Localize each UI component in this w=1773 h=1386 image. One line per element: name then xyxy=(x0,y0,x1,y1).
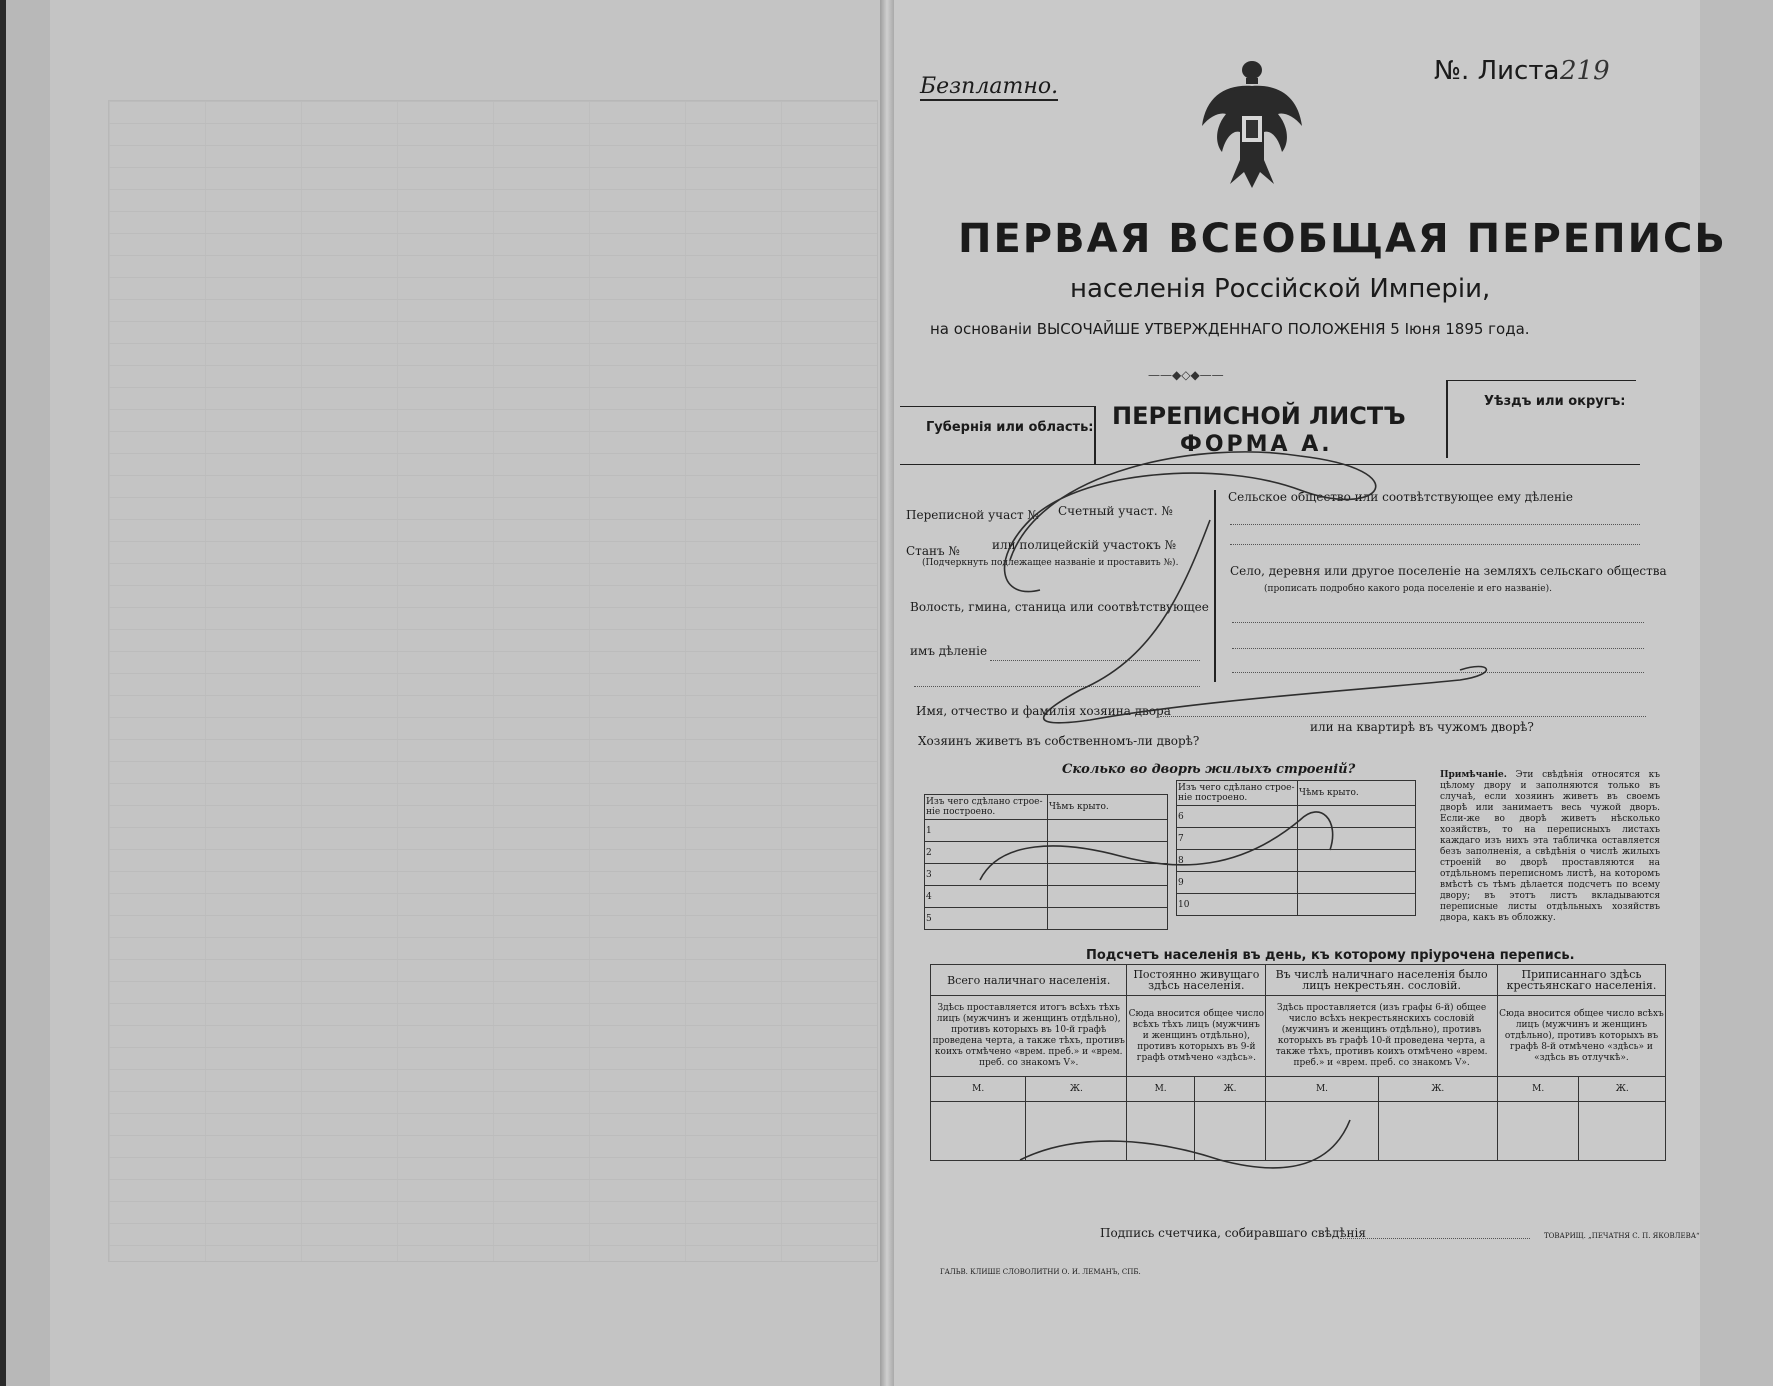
male-col-1: М. xyxy=(931,1077,1026,1102)
count-header-peasant: Приписаннаго здѣсь крестьянскаго населенія. xyxy=(1497,965,1665,996)
buildings-question: Сколько во дворѣ жилыхъ строеній? xyxy=(1062,762,1356,777)
male-col-4: М. xyxy=(1497,1077,1579,1102)
sheet-number-label: №. Листа xyxy=(1434,56,1560,86)
count-desc-non-peasant: Здѣсь проставляется (изъ графы 6-й) общее число всѣхъ некрестьянскихъ сословій (мужчинъ и женщинъ отдѣльно), противъ которыхъ въ графѣ 10-й проведена черта, а также тѣхъ, противъ коихъ отмѣчено «врем. преб.» и «врем. преб. со знакомъ V». xyxy=(1266,996,1498,1077)
district-label: Уѣздъ или округъ: xyxy=(1484,394,1626,409)
building-row-8: 8 xyxy=(1177,850,1298,872)
building-row-9: 9 xyxy=(1177,872,1298,894)
building-row-2: 2 xyxy=(925,842,1048,864)
note-label: Примѣчаніе. xyxy=(1440,770,1507,780)
female-col-4: Ж. xyxy=(1579,1077,1666,1102)
material-header: Изъ чего сдѣлано строе-ніе построено. xyxy=(925,795,1048,820)
owner-name-label: Имя, отчество и фамилія хозяина двора xyxy=(916,704,1171,718)
rural-society-label: Сельское общество или соотвѣтствующее ему дѣленіе xyxy=(1228,490,1573,504)
female-col-2: Ж. xyxy=(1194,1077,1265,1102)
building-row-6: 6 xyxy=(1177,806,1298,828)
village-note: (прописать подробно какого рода поселеніе и его названіе). xyxy=(1264,584,1552,594)
count-header-total: Всего наличнаго населенія. xyxy=(931,965,1127,996)
legal-basis: на основаніи ВЫСОЧАЙШЕ УТВЕРЖДЕННАГО ПОЛОЖЕНІЯ 5 Іюня 1895 года. xyxy=(930,320,1530,338)
free-label: Безплатно. xyxy=(920,74,1059,99)
roof-header-right: Чѣмъ крыто. xyxy=(1298,781,1416,806)
counting-district-label: Счетный участ. № xyxy=(1058,504,1173,518)
volost-label: Волость, гмина, станица или соотвѣтствующее xyxy=(910,600,1209,614)
province-label: Губернія или область: xyxy=(926,420,1094,435)
volost-label-cont: имъ дѣленіе xyxy=(910,644,988,658)
form-name: ПЕРЕПИСНОЙ ЛИСТЪ xyxy=(1112,402,1406,430)
count-header-permanent: Постоянно живущаго здѣсь населенія. xyxy=(1127,965,1266,996)
signature-label: Подпись счетчика, собиравшаго свѣдѣнія xyxy=(1100,1226,1366,1240)
building-row-1: 1 xyxy=(925,820,1048,842)
count-desc-permanent: Сюда вносится общее число всѣхъ тѣхъ лицъ (мужчинъ и женщинъ отдѣльно), противъ которыхъ въ 9-й графѣ отмѣчено «здѣсь». xyxy=(1127,996,1266,1077)
female-col-3: Ж. xyxy=(1378,1077,1497,1102)
sheet-number-value: 219 xyxy=(1560,56,1610,86)
police-district-label: или полицейскій участокъ № xyxy=(992,538,1177,552)
male-col-3: М. xyxy=(1266,1077,1378,1102)
building-row-3: 3 xyxy=(925,864,1048,886)
building-row-10: 10 xyxy=(1177,894,1298,916)
count-header-non-peasant: Въ числѣ наличнаго населенія было лицъ некрестьян. сословій. xyxy=(1266,965,1498,996)
census-district-label: Переписной участ № xyxy=(906,508,1039,522)
document-title: ПЕРВАЯ ВСЕОБЩАЯ ПЕРЕПИСЬ xyxy=(958,216,1727,262)
roof-header: Чѣмъ крыто. xyxy=(1048,795,1168,820)
building-row-7: 7 xyxy=(1177,828,1298,850)
count-desc-total: Здѣсь проставляется итогъ всѣхъ тѣхъ лицъ (мужчинъ и женщинъ отдѣльно), противъ которыхъ въ 10-й графѣ проведена черта, а также тѣхъ, противъ коихъ отмѣчено «врем. преб.» и «врем. преб. со знакомъ V». xyxy=(931,996,1127,1077)
female-col-1: Ж. xyxy=(1026,1077,1127,1102)
stan-label: Станъ № xyxy=(906,544,960,558)
material-header-right: Изъ чего сдѣлано строе-ніе построено. xyxy=(1177,781,1298,806)
count-desc-peasant: Сюда вносится общее число всѣхъ лицъ (мужчинъ и женщинъ отдѣльно), противъ которыхъ въ графѣ 8-й отмѣчено «здѣсь» и «здѣсь въ отлучкѣ». xyxy=(1497,996,1665,1077)
note-text: Эти свѣдѣнія относятся къ цѣлому двору и заполняются только въ случаѣ, если хозяинъ живетъ въ своемъ дворѣ или занимаетъ весь чужой дворъ. Если-же во дворѣ живетъ нѣсколько хозяйствъ, то на переписныхъ листахъ каждаго изъ нихъ эта табличка оставляется безъ заполненія, а свѣдѣнія о числѣ жилыхъ строеній во дворѣ проставляются на отдѣльномъ переписномъ листѣ, на которомъ вмѣстѣ съ тѣмъ дѣлается подсчетъ по всему двору; въ этотъ листъ вкладываются переписные листы отдѣльныхъ хозяйствъ двора, какъ въ обложку. xyxy=(1440,770,1660,923)
document-subtitle: населенія Россійской Имперіи, xyxy=(1070,274,1491,304)
form-variant: ФОРМА А. xyxy=(1180,432,1333,457)
printer-left: ГАЛЬВ. КЛИШЕ СЛОВОЛИТНИ О. И. ЛЕМАНЪ, СПБ. xyxy=(940,1268,1141,1276)
male-col-2: М. xyxy=(1127,1077,1194,1102)
ornament-divider: ——◆◇◆—— xyxy=(1148,368,1224,382)
or-apartment-label: или на квартирѣ въ чужомъ дворѣ? xyxy=(1310,720,1534,734)
printer-right: ТОВАРИЩ. „ПЕЧАТНЯ С. П. ЯКОВЛЕВА“ xyxy=(1544,1232,1700,1240)
building-row-4: 4 xyxy=(925,886,1048,908)
count-title: Подсчетъ населенія въ день, къ которому пріурочена перепись. xyxy=(1086,948,1575,963)
village-label: Село, деревня или другое поселеніе на земляхъ сельскаго общества xyxy=(1230,564,1667,578)
owner-lives-label: Хозяинъ живетъ въ собственномъ-ли дворѣ? xyxy=(918,734,1200,748)
police-note: (Подчеркнуть подлежащее названіе и проставить №). xyxy=(922,558,1179,568)
building-row-5: 5 xyxy=(925,908,1048,930)
